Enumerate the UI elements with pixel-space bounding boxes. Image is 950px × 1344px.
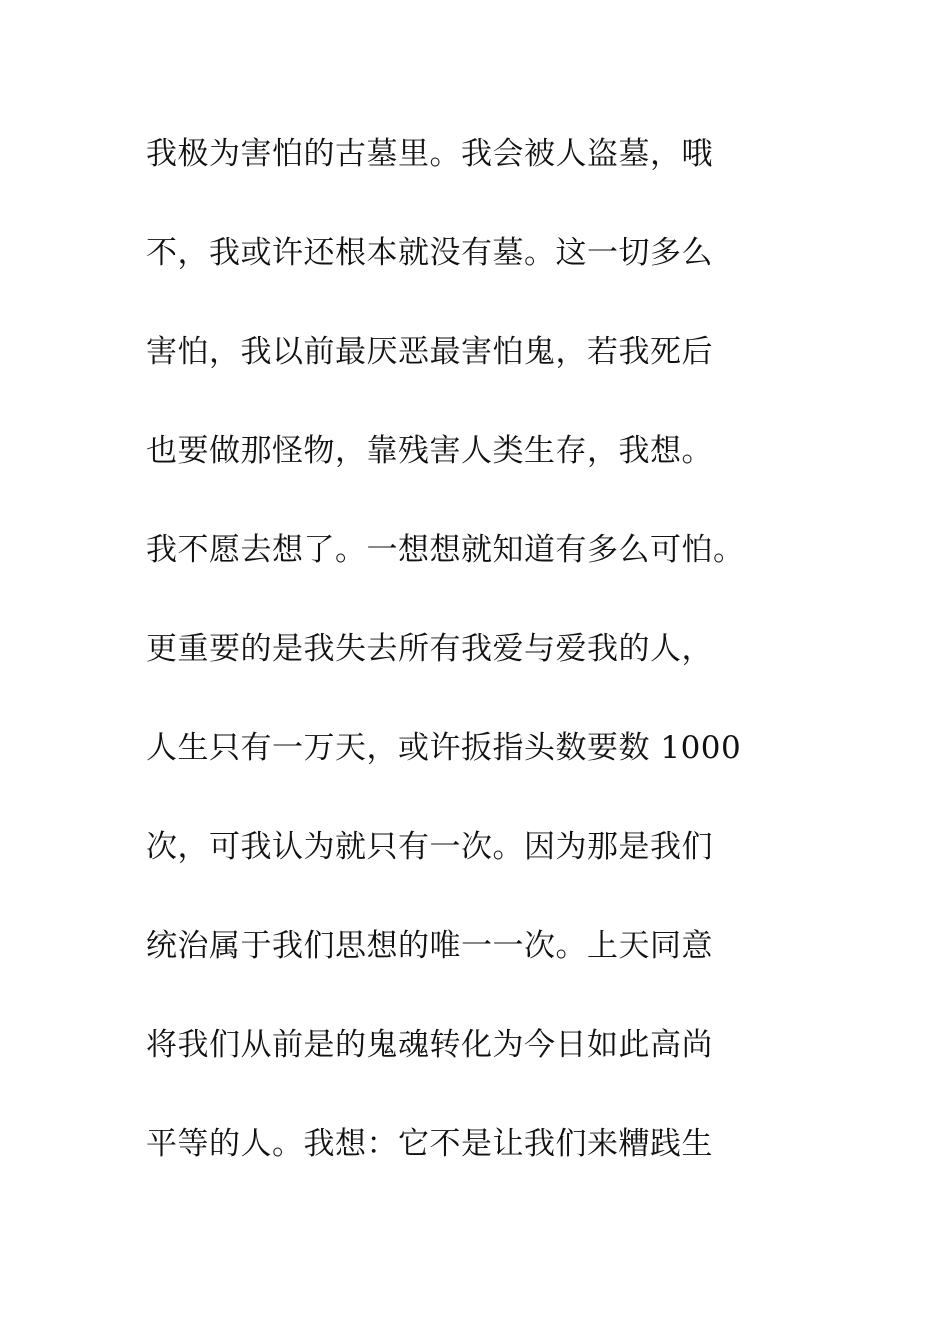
text-line-9: 统治属于我们思想的唯一一次。上天同意	[146, 928, 713, 964]
text-line-4: 也要做那怪物，靠残害人类生存，我想。	[146, 433, 713, 469]
text-line-10: 将我们从前是的鬼魂转化为今日如此高尚	[146, 1027, 713, 1063]
text-line-11: 平等的人。我想：它不是让我们来糟践生	[146, 1126, 713, 1162]
body-text	[146, 126, 826, 1215]
text-line-8: 次，可我认为就只有一次。因为那是我们	[146, 829, 713, 865]
text-line-6: 更重要的是我失去所有我爱与爱我的人，	[146, 631, 713, 667]
text-line-3: 害怕，我以前最厌恶最害怕鬼，若我死后	[146, 334, 713, 370]
text-line-2: 不，我或许还根本就没有墓。这一切多么	[146, 235, 713, 271]
text-line-1: 我极为害怕的古墓里。我会被人盗墓，哦	[146, 136, 713, 172]
text-line-7: 人生只有一万天，或许扳指头数要数 1000	[146, 730, 742, 766]
text-line-5: 我不愿去想了。一想想就知道有多么可怕。	[146, 532, 745, 568]
